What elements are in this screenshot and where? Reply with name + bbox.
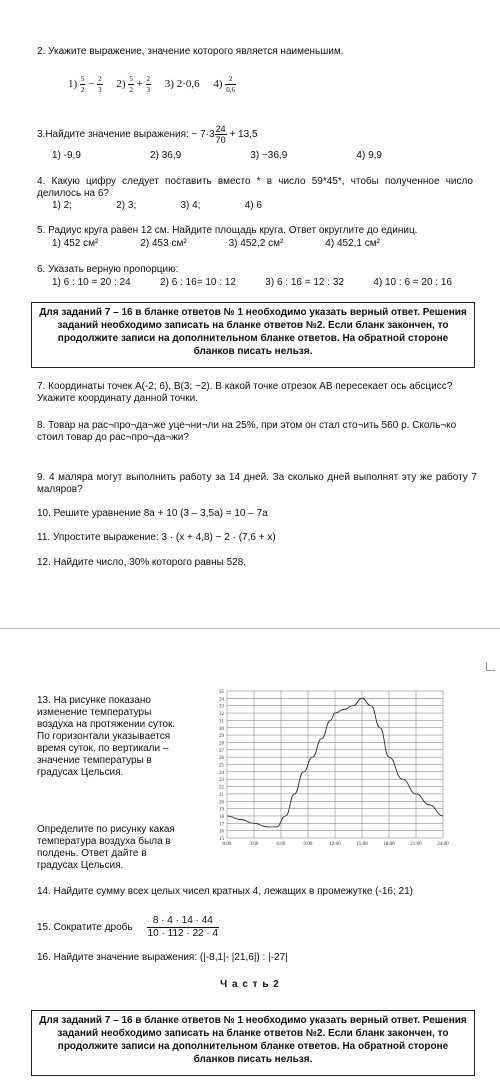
question-13: 13. На рисунке показано изменение температуры воздуха на протяжении суток. По горизонтали указывается время суток, по вертикали – значение температуры в градусах Цельсия.	[37, 695, 176, 778]
y-tick-label: 27	[219, 748, 224, 754]
question-5: 5. Радиус круга равен 12 см. Найдите площадь круга. Ответ округлите до единиц.	[37, 225, 418, 236]
y-tick-label: 18	[219, 814, 224, 820]
question-11: 11. Упростите выражение: 3 · (x + 4,8) − 2 · (7,6 + x)	[37, 532, 276, 543]
y-tick-label: 29	[219, 734, 224, 740]
y-tick-label: 20	[219, 800, 224, 806]
question-16: 16. Найдите значение выражения: (|-8,1|- |21,6|) : |-27|	[37, 952, 288, 963]
x-tick-label: 24:00	[437, 842, 449, 847]
question-7: 7. Координаты точек A(-2; 6), B(3; −2). В какой точке отрезок AB пересекает ось абсцисс? Укажите координату данной точки.	[37, 381, 453, 404]
notice-box: Для заданий 7 – 16 в бланке ответов № 1 необходимо указать верный ответ. Решения заданий необходимо записать на бланке ответов №2. Если бланк закончен, то продолжите записи на дополнительном бланке ответов. На обратной стороне бланков писать нельзя.	[31, 302, 475, 368]
question-3: 3.Найдите значение выражения: − 7·3 $\frac{24}{70}$ + 13,5	[37, 124, 258, 145]
q15-denominator: 10 · 112 · 22 · 4	[147, 928, 219, 939]
x-tick-label: 9:00	[303, 842, 313, 847]
page-divider	[0, 628, 500, 629]
question-5-options: 1) 452 см² 2) 453 см² 3) 452,2 см² 4) 452,1 см²	[52, 238, 380, 249]
question-2-options: 1) $\frac{5}{2}$ − $\frac{2}{3}$ 2) $\frac{5}{2}$ + $\frac{2}{3}$ 3) 2·0,6 4) $\frac{2}{0,6}$	[68, 75, 236, 94]
x-tick-label: 3:00	[249, 842, 259, 847]
question-3-options: 1) -9,9 2) 36,9 3) −36,9 4) 9,9	[52, 150, 382, 161]
question-12: 12. Найдите число, 30% которого равны 528.	[37, 557, 247, 568]
y-tick-label: 17	[219, 822, 224, 828]
question-2: 2. Укажите выражение, значение которого является наименьшим.	[37, 46, 344, 57]
y-tick-label: 25	[219, 763, 224, 769]
y-tick-label: 21	[219, 792, 224, 798]
y-tick-label: 30	[219, 726, 224, 732]
x-tick-label: 18:00	[383, 842, 395, 847]
y-tick-label: 28	[219, 741, 224, 747]
y-tick-label: 19	[219, 807, 224, 813]
temperature-chart	[205, 686, 450, 856]
question-6-options: 1) 6 : 10 = 20 : 24 2) 6 : 16= 10 : 12 3) 6 : 16 = 12 : 32 4) 10 : 6 = 20 : 16	[52, 277, 452, 288]
y-tick-label: 33	[219, 704, 224, 710]
question-8: 8. Товар на рас¬про¬да¬же уце¬ни¬ли на 25%, при этом он стал сто¬ить 560 р. Сколь¬ко стоил товар до рас¬про¬да¬жи?	[37, 420, 457, 443]
notice-box-2: Для заданий 7 – 16 в бланке ответов № 1 необходимо указать верный ответ. Решения заданий необходимо записать на бланке ответов №2. Если бланк закончен, то продолжите записи на дополнительном бланке ответов. На обратной стороне бланков писать нельзя.	[31, 1010, 475, 1076]
question-10: 10. Решите уравнение 8a + 10 (3 – 3,5a) = 10 – 7a	[37, 508, 268, 519]
question-15: 15. Сократите дробь $\frac{8 \cdot 4 \cdot 14 \cdot 44}{10 \cdot 112 \cdot 22 \cdot 4}$	[37, 915, 219, 939]
x-tick-label: 12:00	[329, 842, 341, 847]
x-tick-label: 21:00	[410, 842, 422, 847]
part-heading: Ч а с т ь 2	[220, 979, 280, 990]
y-tick-label: 34	[219, 697, 224, 703]
question-4-options: 1) 2; 2) 3; 3) 4; 4) 6	[52, 200, 262, 211]
y-tick-label: 26	[219, 756, 224, 762]
page-corner-mark	[486, 662, 495, 671]
question-14: 14. Найдите сумму всех целых чисел кратных 4, лежащих в промежутке (-16; 21)	[37, 886, 413, 897]
x-tick-label: 15:00	[356, 842, 368, 847]
y-tick-label: 24	[219, 770, 224, 776]
y-tick-label: 15	[219, 837, 224, 842]
x-tick-label: 6:00	[276, 842, 286, 847]
y-tick-label: 35	[219, 690, 224, 695]
q15-numerator: 8 · 4 · 14 · 44	[147, 915, 219, 928]
x-tick-label: 0:00	[222, 842, 232, 847]
y-tick-label: 23	[219, 778, 224, 784]
question-9: 9. 4 маляра могут выполнить работу за 14 дней. За сколько дней выполнят эту же работу 7 маляров?	[37, 472, 477, 495]
y-tick-label: 22	[219, 785, 224, 791]
y-tick-label: 16	[219, 829, 224, 835]
y-tick-label: 32	[219, 712, 224, 718]
question-6: 6. Указать верную пропорцию:	[37, 264, 179, 275]
question-4: 4. Какую цифру следует поставить вместо * в число 59*45*, чтобы полученное число делилось на 6?	[37, 176, 473, 199]
y-tick-label: 31	[219, 719, 224, 725]
question-13-task: Определите по рисунку какая температура воздуха была в полдень. Ответ дайте в градусах Цельсия.	[37, 824, 175, 871]
